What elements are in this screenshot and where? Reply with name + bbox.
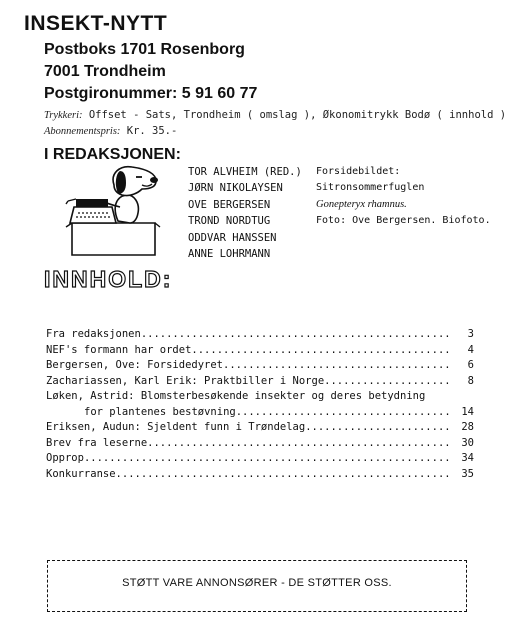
- toc-item: [46, 343, 474, 359]
- toc-item-page: [425, 389, 447, 405]
- staff-member: JØRN NIKOLAYSEN: [188, 182, 283, 195]
- editorial-heading: I REDAKSJONEN:: [44, 146, 181, 163]
- toc-leader-dots: [84, 451, 452, 467]
- price-label: Abonnementspris:: [44, 126, 121, 137]
- toc-item-title: NEF's formann har ordet: [46, 343, 192, 356]
- toc-item-title: Eriksen, Audun: Sjeldent funn i Trøndelag: [46, 421, 306, 433]
- toc-item-page: 14: [461, 405, 474, 418]
- toc-item-title: Fra redaksjonen: [46, 328, 141, 340]
- toc-leader-dots: [191, 343, 452, 359]
- toc-leader-dots: [305, 420, 452, 436]
- snoopy-typing-illustration: [60, 163, 175, 258]
- toc-item-title: Bergersen, Ove: Forsidedyret: [46, 359, 224, 371]
- toc-item-page: 35: [461, 467, 474, 480]
- toc-item: [46, 374, 474, 390]
- cover-info: [316, 164, 491, 230]
- toc-item-continued: [46, 405, 474, 421]
- printer-label: Trykkeri:: [44, 110, 83, 121]
- toc-leader-dots: [236, 405, 452, 421]
- staff-list: [188, 164, 302, 262]
- staff-member: TOR ALVHEIM (RED.): [188, 166, 302, 178]
- toc-item-page: 4: [467, 343, 474, 356]
- staff-member: TROND NORDTUG: [188, 215, 271, 228]
- subscription-info: [44, 125, 177, 137]
- toc-item: [46, 358, 474, 374]
- cover-name: Sitronsommerfuglen: [316, 182, 425, 194]
- cover-latin-name: Gonepteryx rhamnus.: [316, 198, 407, 210]
- magazine-title: INSEKT-NYTT: [24, 12, 168, 35]
- toc-item-title: Brev fra leserne: [46, 436, 148, 449]
- cover-label: Forsidebildet:: [316, 166, 401, 177]
- toc-item: [46, 420, 474, 436]
- advertiser-notice-box: [47, 560, 467, 612]
- toc-item: [46, 389, 474, 405]
- toc-item-title: Løken, Astrid: Blomsterbesøkende insekter og deres betydning: [46, 390, 426, 402]
- toc-item-title: Zachariassen, Karl Erik: Praktbiller i Norge: [46, 374, 325, 387]
- address-line-2: 7001 Trondheim: [44, 63, 166, 80]
- staff-member: ODDVAR HANSSEN: [188, 231, 277, 244]
- toc-item: [46, 327, 474, 343]
- toc-item-page: 8: [467, 374, 474, 387]
- printer-text: Offset - Sats, Trondheim ( omslag ), Økonomitrykk Bodø ( innhold ): [88, 109, 507, 121]
- toc-item-title: for plantenes bestøvning: [84, 405, 236, 418]
- table-of-contents: [46, 327, 474, 482]
- toc-item-page: 34: [461, 452, 474, 464]
- price-text: Kr. 35.-: [126, 125, 178, 137]
- printer-info: [44, 109, 506, 121]
- toc-leader-dots: [141, 327, 452, 343]
- toc-item-title: Konkurranse: [46, 467, 116, 480]
- toc-item-page: 6: [467, 359, 474, 371]
- toc-item-page: 30: [461, 436, 474, 449]
- contents-heading: INNHOLD:: [44, 266, 173, 292]
- address-line-1: Postboks 1701 Rosenborg: [44, 41, 245, 58]
- advertiser-notice-text: STØTT VARE ANNONSØRER - DE STØTTER OSS.: [122, 577, 392, 589]
- toc-leader-dots: [223, 358, 452, 374]
- toc-item-title: Opprop: [46, 452, 84, 464]
- toc-item: [46, 467, 474, 483]
- toc-leader-dots: [147, 436, 452, 452]
- toc-leader-dots: [116, 467, 452, 483]
- toc-leader-dots: [324, 374, 452, 390]
- toc-item-page: 3: [467, 328, 474, 340]
- toc-item: [46, 451, 474, 467]
- giro-number: Postgironummer: 5 91 60 77: [44, 85, 258, 102]
- toc-item-page: 28: [461, 421, 474, 433]
- cover-photo-credit: Foto: Ove Bergersen. Biofoto.: [316, 215, 491, 227]
- toc-item: [46, 436, 474, 452]
- staff-member: OVE BERGERSEN: [188, 198, 271, 211]
- staff-member: ANNE LOHRMANN: [188, 248, 271, 261]
